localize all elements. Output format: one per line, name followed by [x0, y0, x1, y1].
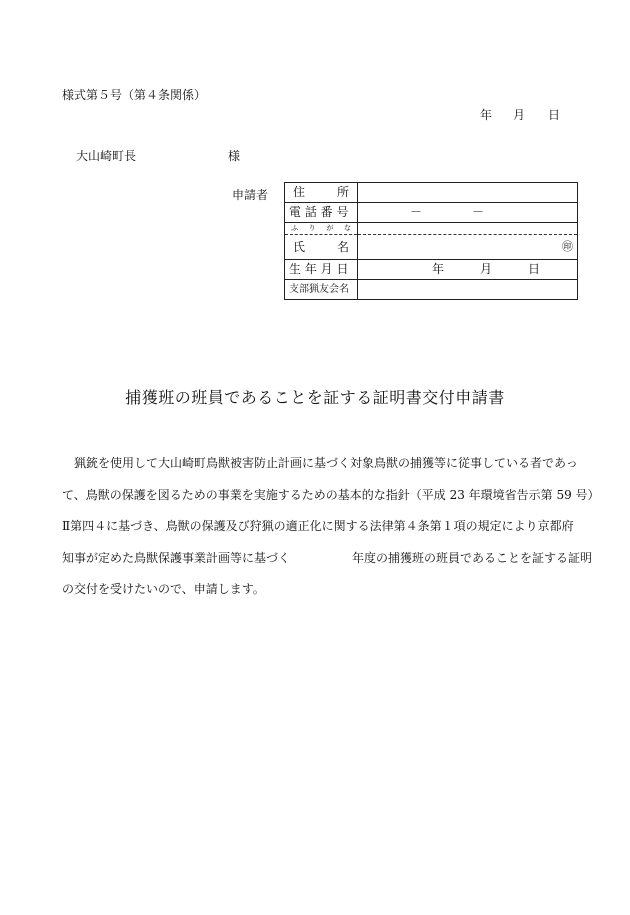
document-title: 捕獲班の班員であることを証する証明書交付申請書 — [125, 388, 505, 407]
address-field[interactable] — [358, 183, 578, 203]
date-day-label: 日 — [548, 108, 561, 122]
branch-row — [285, 280, 578, 300]
dob-month-label: 月 — [480, 262, 493, 276]
address-row — [285, 183, 578, 203]
name-label: 氏 名 — [285, 235, 358, 260]
addressee: 大山崎町長 — [76, 149, 137, 163]
dob-row — [285, 260, 578, 280]
body-line-4 — [62, 543, 593, 575]
body-line-4b: 年度の捕獲班の班員であることを証する証明 — [352, 550, 593, 565]
address-label: 住 所 — [285, 183, 358, 203]
body-line-3: Ⅱ第四４に基づき、鳥獣の保護及び狩猟の適正化に関する法律第４条第１項の規定により京都府 — [62, 519, 574, 533]
body-line-5: の交付を受けたいので、申請します。 — [62, 582, 265, 596]
furigana-label: ふ り が な — [285, 223, 358, 235]
body-text — [62, 448, 600, 606]
applicant-table — [284, 182, 578, 300]
form-number: 様式第５号（第４条関係） — [62, 88, 207, 102]
date-year-label: 年 — [480, 108, 493, 122]
honorific: 様 — [228, 149, 241, 163]
dob-day-label: 日 — [528, 262, 541, 276]
name-row — [285, 235, 578, 260]
name-field[interactable] — [358, 235, 578, 260]
dob-year-label: 年 — [432, 262, 445, 276]
phone-separator-1: － — [410, 205, 423, 219]
body-line-4a: 知事が定めた鳥獣保護事業計画等に基づく — [62, 550, 291, 565]
furigana-row — [285, 223, 578, 235]
body-line-1: 猟銃を使用して大山崎町鳥獣被害防止計画に基づく対象鳥獣の捕獲等に従事している者であっ — [62, 456, 578, 470]
date-month-label: 月 — [513, 108, 526, 122]
dob-field[interactable] — [358, 260, 578, 280]
seal-mark: ㊞ — [562, 240, 573, 253]
phone-label: 電 話 番 号 — [285, 203, 358, 223]
phone-separator-2: － — [472, 205, 485, 219]
furigana-field[interactable] — [358, 223, 578, 235]
phone-field[interactable] — [358, 203, 578, 223]
dob-label: 生 年 月 日 — [285, 260, 358, 280]
body-line-2: て、鳥獣の保護を図るための事業を実施するための基本的な指針（平成 23 年環境省告示第 59 号） — [62, 487, 600, 502]
applicant-label: 申請者 — [232, 188, 269, 202]
branch-field[interactable] — [358, 280, 578, 300]
branch-label: 支部猟友会名 — [285, 280, 358, 300]
phone-row — [285, 203, 578, 223]
